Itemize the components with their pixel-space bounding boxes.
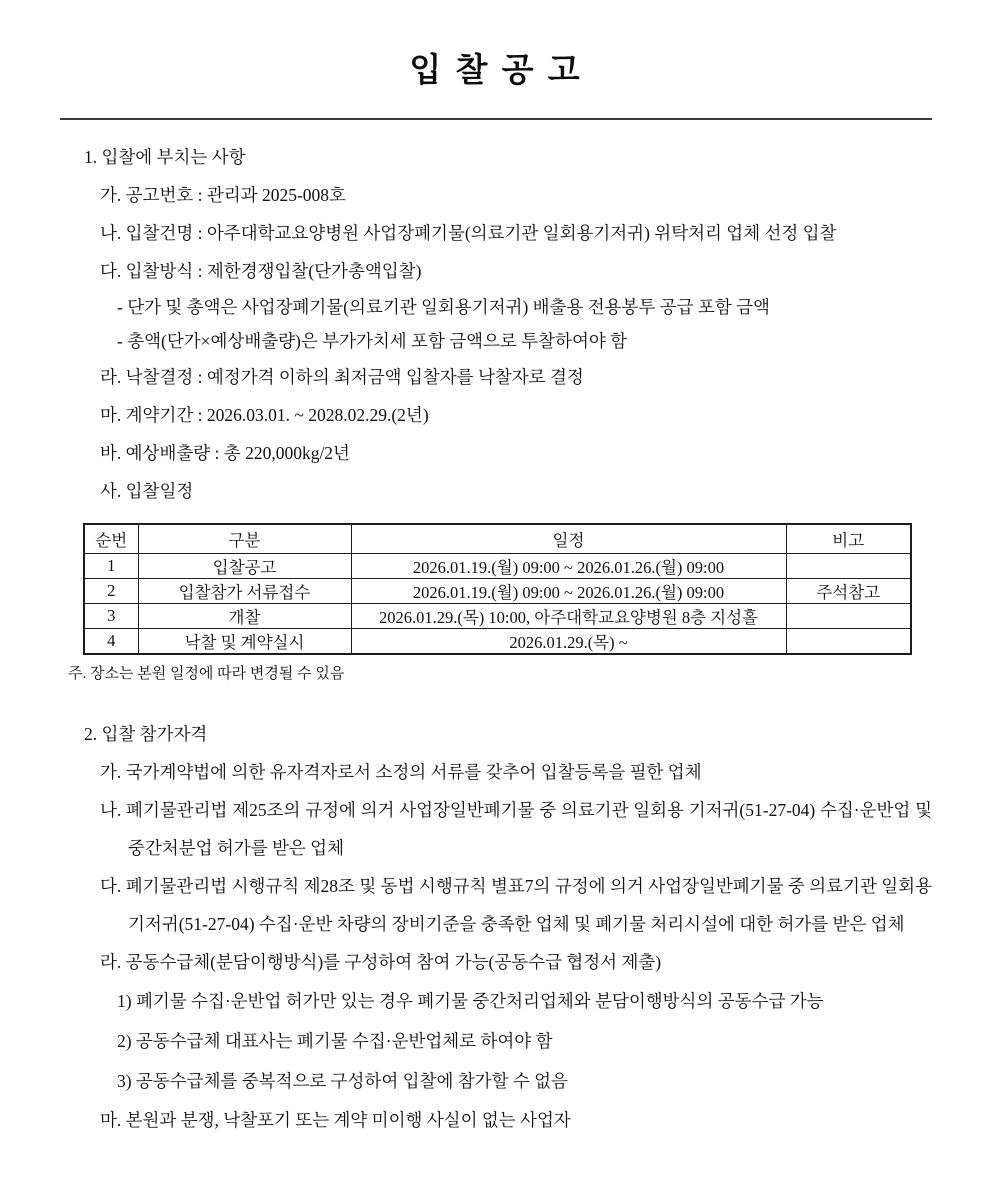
header-cat: 구분 (138, 524, 351, 554)
table-row (84, 579, 911, 604)
header-note: 비고 (786, 524, 911, 554)
section1-item-da: 다. 입찰방식 : 제한경쟁입찰(단가총액입찰) (100, 261, 422, 281)
cell-no: 4 (84, 629, 138, 655)
cell-cat: 개찰 (138, 604, 351, 629)
cell-date: 2026.01.29.(목) 10:00, 아주대학교요양병원 8층 지성홀 (351, 604, 786, 629)
section1-dash-1: - 단가 및 총액은 사업장폐기물(의료기관 일회용기저귀) 배출용 전용봉투 공급 포함 금액 (117, 297, 770, 317)
cell-note (786, 604, 911, 629)
section2-sub-2: 2) 공동수급체 대표사는 폐기물 수집·운반업체로 하여야 함 (117, 1031, 553, 1051)
table-row (84, 629, 911, 655)
cell-no: 1 (84, 554, 138, 579)
section1-item-ba: 바. 예상배출량 : 총 220,000kg/2년 (100, 443, 350, 463)
cell-cat: 입찰공고 (138, 554, 351, 579)
cell-date: 2026.01.19.(월) 09:00 ~ 2026.01.26.(월) 09:00 (351, 579, 786, 604)
cell-no: 2 (84, 579, 138, 604)
section1-item-ma: 마. 계약기간 : 2026.03.01. ~ 2028.02.29.(2년) (100, 405, 429, 425)
table-row (84, 554, 911, 579)
title-divider (60, 118, 932, 120)
section2-item-ra: 라. 공동수급체(분담이행방식)를 구성하여 참여 가능(공동수급 협정서 제출) (100, 952, 662, 972)
section1-item-ga: 가. 공고번호 : 관리과 2025-008호 (100, 185, 346, 205)
section2-item-da: 다. 폐기물관리법 시행규칙 제28조 및 동법 시행규칙 별표7의 규정에 의거 사업장일반폐기물 중 의료기관 일회용 기저귀(51-27-04) 수집·운반 차량의 장비기준을 충족한 업체 및 폐기물 처리시설에 대한 허가를 받은 업체 (100, 876, 932, 934)
section2-item-ga: 가. 국가계약법에 의한 유자격자로서 소정의 서류를 갖추어 입찰등록을 필한 업체 (100, 762, 702, 782)
cell-date: 2026.01.19.(월) 09:00 ~ 2026.01.26.(월) 09:00 (351, 554, 786, 579)
section1-item-sa: 사. 입찰일정 (100, 481, 194, 501)
section-bid-items (60, 138, 932, 510)
section2-heading: 2. 입찰 참가자격 (84, 724, 208, 744)
schedule-table-note: 주. 장소는 본원 일정에 따라 변경될 수 있음 (68, 666, 345, 682)
section2-item-ma: 마. 본원과 분쟁, 낙찰포기 또는 계약 미이행 사실이 없는 사업자 (100, 1110, 571, 1130)
section1-item-na: 나. 입찰건명 : 아주대학교요양병원 사업장폐기물(의료기관 일회용기저귀) 위탁처리 업체 선정 입찰 (100, 223, 837, 243)
section-qualifications (60, 715, 932, 1139)
cell-note (786, 629, 911, 655)
cell-cat: 낙찰 및 계약실시 (138, 629, 351, 655)
cell-note (786, 554, 911, 579)
section1-heading: 1. 입찰에 부치는 사항 (84, 147, 246, 167)
schedule-header-row (84, 524, 911, 554)
cell-no: 3 (84, 604, 138, 629)
section1-item-ra: 라. 낙찰결정 : 예정가격 이하의 최저금액 입찰자를 낙찰자로 결정 (100, 367, 584, 387)
cell-cat: 입찰참가 서류접수 (138, 579, 351, 604)
table-row (84, 604, 911, 629)
header-no: 순번 (84, 524, 138, 554)
header-date: 일정 (351, 524, 786, 554)
cell-note: 주석참고 (786, 579, 911, 604)
section2-item-na: 나. 폐기물관리법 제25조의 규정에 의거 사업장일반폐기물 중 의료기관 일회용 기저귀(51-27-04) 수집·운반업 및 중간처분업 허가를 받은 업체 (100, 800, 932, 858)
schedule-table (83, 523, 912, 655)
page-title: 입 찰 공 고 (409, 53, 583, 89)
section2-sub-1: 1) 폐기물 수집·운반업 허가만 있는 경우 폐기물 중간처리업체와 분담이행방식의 공동수급 가능 (117, 991, 824, 1011)
cell-date: 2026.01.29.(목) ~ (351, 629, 786, 655)
section2-sub-3: 3) 공동수급체를 중복적으로 구성하여 입찰에 참가할 수 없음 (117, 1071, 568, 1091)
section1-dash-2: - 총액(단가×예상배출량)은 부가가치세 포함 금액으로 투찰하여야 함 (117, 331, 628, 351)
